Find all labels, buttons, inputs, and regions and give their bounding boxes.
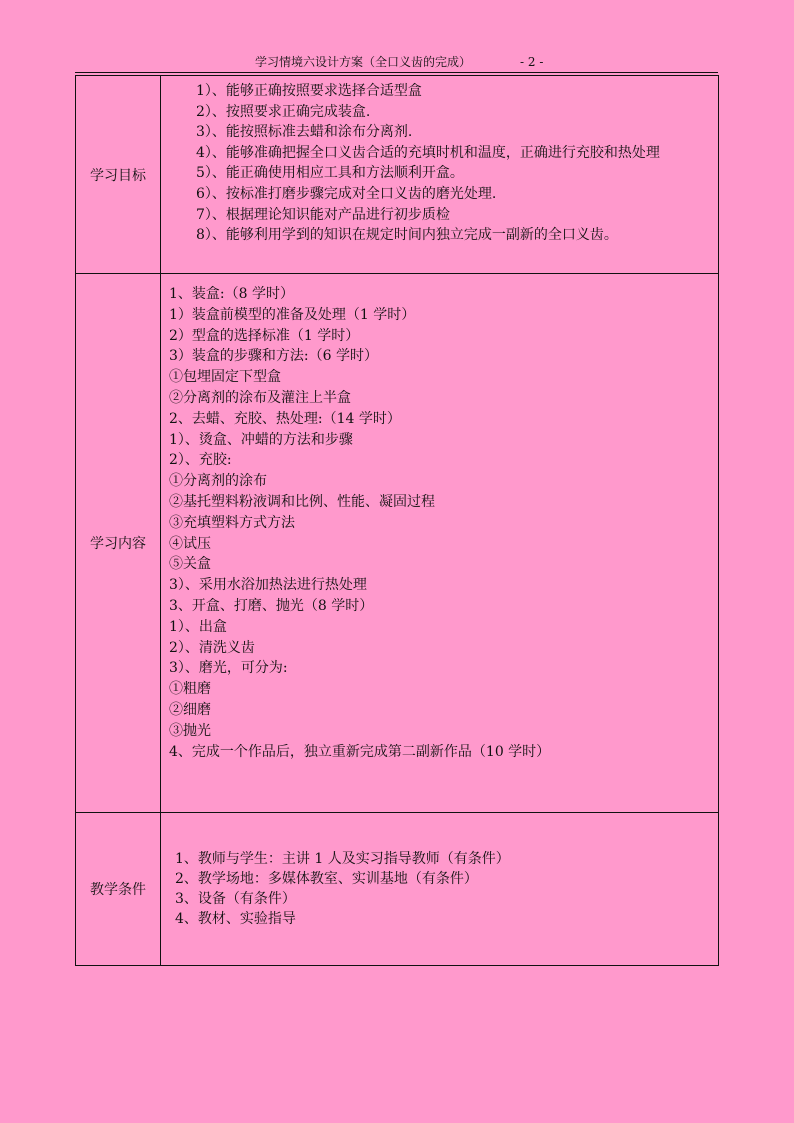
condition-item: 4、教材、实验指导 bbox=[175, 911, 296, 927]
cell-learning-content bbox=[161, 274, 719, 813]
content-item: ①包埋固定下型盒 bbox=[169, 369, 281, 386]
content-item: 3）、磨光，可分为: bbox=[169, 660, 288, 677]
label-learning-content: 学习内容 bbox=[76, 274, 161, 813]
content-item: ④试压 bbox=[169, 535, 211, 552]
content-item: ①粗磨 bbox=[169, 681, 211, 698]
content-item: 2、去蜡、充胶、热处理:（14 学时） bbox=[169, 410, 401, 427]
content-item: ②基托塑料粉液调和比例、性能、凝固过程 bbox=[169, 493, 435, 510]
condition-item: 1、教师与学生：主讲 1 人及实习指导教师（有条件） bbox=[175, 851, 510, 867]
row-learning-goals bbox=[76, 76, 719, 274]
conditions-list bbox=[161, 813, 718, 929]
content-item: 2）、充胶: bbox=[169, 452, 232, 469]
cell-learning-goals bbox=[161, 76, 719, 274]
row-learning-content bbox=[76, 274, 719, 813]
content-item: 3）装盒的步骤和方法:（6 学时） bbox=[169, 348, 378, 365]
content-item: 3、开盒、打磨、抛光（8 学时） bbox=[169, 597, 374, 614]
condition-item: 3、设备（有条件） bbox=[175, 891, 296, 907]
content-item: 4、完成一个作品后，独立重新完成第二副新作品（10 学时） bbox=[169, 743, 551, 760]
content-item: ②分离剂的涂布及灌注上半盒 bbox=[169, 389, 351, 406]
condition-item: 2、教学场地：多媒体教室、实训基地（有条件） bbox=[175, 871, 478, 887]
goal-item: 1）、能够正确按照要求选择合适型盒 bbox=[196, 83, 422, 99]
goal-item: 8）、能够利用学到的知识在规定时间内独立完成一副新的全口义齿。 bbox=[196, 227, 618, 244]
goal-item: 6）、按标准打磨步骤完成对全口义齿的磨光处理. bbox=[196, 185, 497, 202]
content-item: 2）、清洗义齿 bbox=[169, 639, 255, 656]
content-item: 1）、烫盒、冲蜡的方法和步骤 bbox=[169, 431, 353, 448]
goal-item: 4）、能够准确把握全口义齿合适的充填时机和温度，正确进行充胶和热处理 bbox=[196, 144, 660, 161]
content-item: ③抛光 bbox=[169, 722, 211, 739]
content-item: ②细磨 bbox=[169, 701, 211, 718]
content-item: ③充填塑料方式方法 bbox=[169, 514, 295, 531]
label-learning-goals: 学习目标 bbox=[76, 76, 161, 274]
goal-item: 7）、根据理论知识能对产品进行初步质检 bbox=[196, 206, 450, 223]
page-number: - 2 - bbox=[520, 55, 544, 69]
goal-item: 5）、能正确使用相应工具和方法顺利开盒。 bbox=[196, 165, 464, 182]
cell-teaching-conditions bbox=[161, 813, 719, 966]
goals-list bbox=[161, 76, 718, 246]
header-title: 学习情境六设计方案（全口义齿的完成） bbox=[255, 55, 472, 69]
content-item: 3）、采用水浴加热法进行热处理 bbox=[169, 577, 367, 594]
design-table bbox=[75, 75, 719, 966]
content-item: 1、装盒:（8 学时） bbox=[169, 286, 294, 302]
goal-item: 3）、能按照标准去蜡和涂布分离剂. bbox=[196, 124, 413, 141]
content-item: ⑤关盒 bbox=[169, 556, 211, 573]
label-teaching-conditions: 教学条件 bbox=[76, 813, 161, 966]
row-teaching-conditions bbox=[76, 813, 719, 966]
content-item: 1）、出盒 bbox=[169, 618, 227, 635]
content-list bbox=[161, 274, 718, 762]
header-rule bbox=[75, 72, 718, 73]
page-header bbox=[75, 54, 718, 70]
content-item: 1）装盒前模型的准备及处理（1 学时） bbox=[169, 306, 416, 323]
content-item: ①分离剂的涂布 bbox=[169, 473, 267, 490]
goal-item: 2）、按照要求正确完成装盒. bbox=[196, 103, 371, 120]
content-item: 2）型盒的选择标准（1 学时） bbox=[169, 327, 360, 344]
